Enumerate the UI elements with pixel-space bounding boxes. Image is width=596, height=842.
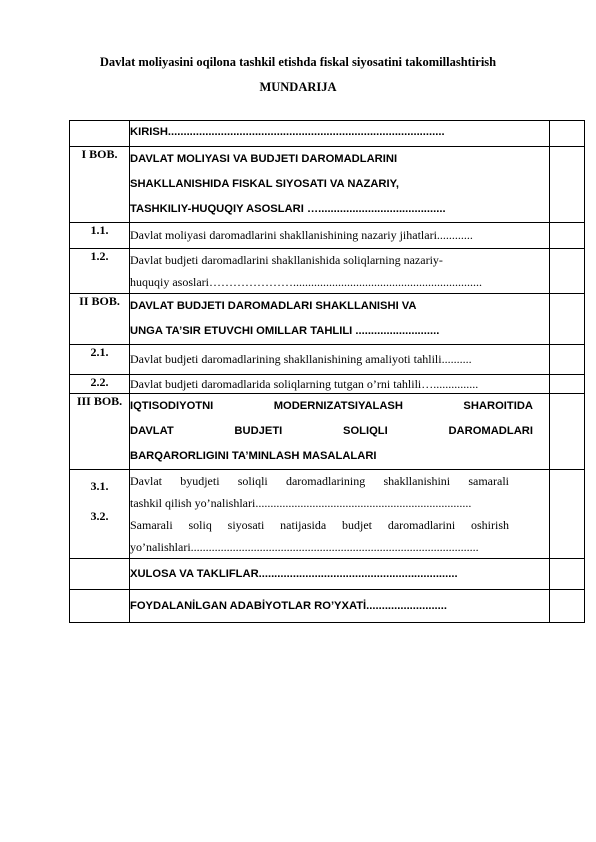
toc-row-1-2: [70, 249, 585, 294]
toc-row-number: III BOB.: [70, 394, 130, 470]
toc-row-title: [130, 559, 550, 590]
toc-line: Samarali soliq siyosati natijasida budjet daromadlarini oshirish: [130, 518, 509, 532]
toc-row-number-pair: [70, 470, 130, 559]
toc-row-number: [70, 559, 130, 590]
toc-line: UNGA TA’SIR ETUVCHI OMILLAR TAHLILI ...........................: [130, 325, 440, 337]
toc-page-cell: [550, 590, 585, 623]
toc-row-number: 2.1.: [70, 345, 130, 375]
toc-row-number: 3.1.: [90, 479, 109, 493]
toc-row-chapter-2: [70, 294, 585, 345]
toc-row-title: [130, 294, 550, 345]
toc-line: XULOSA VA TAKLIFLAR................................................................: [130, 568, 458, 580]
toc-line: TASHKILIY-HUQUQIY ASOSLARI ….........................................: [130, 203, 446, 215]
toc-row-title: [130, 345, 550, 375]
toc-row-title: [130, 249, 550, 294]
toc-row-number: 1.2.: [70, 249, 130, 294]
toc-row-number: 2.2.: [70, 375, 130, 394]
toc-line: huquqiy asoslari…………………...............................................................: [130, 275, 482, 289]
toc-row-chapter-1: [70, 147, 585, 223]
toc-row-2-1: [70, 345, 585, 375]
toc-row-1-1: [70, 223, 585, 249]
toc-line: DAVLAT MOLIYASI VA BUDJETI DAROMADLARINI: [130, 153, 398, 165]
toc-row-references: [70, 590, 585, 623]
table-of-contents: [69, 120, 585, 623]
toc-line: tashkil qilish yo’nalishlari........................................................................: [130, 496, 472, 510]
toc-row-title: [130, 147, 550, 223]
toc-row-number: 1.1.: [70, 223, 130, 249]
toc-line: DAVLAT BUDJETI SOLIQLI DAROMADLARI: [130, 425, 533, 437]
toc-page-cell: [550, 345, 585, 375]
toc-line: yo’nalishlari................................................................................................: [130, 540, 479, 554]
toc-page-cell: [550, 121, 585, 147]
toc-line: Davlat budjeti daromadlarining shakllanishining amaliyoti tahlili..........: [130, 352, 472, 366]
toc-row-chapter-3: [70, 394, 585, 470]
toc-line: SHAKLLANISHIDA FISKAL SIYOSATI VA NAZARIY,: [130, 178, 399, 190]
toc-row-number: II BOB.: [70, 294, 130, 345]
toc-row-title: [130, 394, 550, 470]
toc-row-3-1-3-2: [70, 470, 585, 559]
toc-page-cell: [550, 394, 585, 470]
toc-page-cell: [550, 294, 585, 345]
toc-heading: MUNDARIJA: [259, 80, 337, 94]
toc-line: Davlat budjeti daromadlarida soliqlarning tutgan o’rni tahlili…...............: [130, 377, 479, 391]
toc-line: FOYDALANİLGAN ADABİYOTLAR RO’YXATİ..........................: [130, 600, 447, 612]
toc-row-2-2: [70, 375, 585, 394]
toc-row-title: [130, 470, 550, 559]
toc-row-title: [130, 590, 550, 623]
document-title: Davlat moliyasini oqilona tashkil etishda fiskal siyosatini takomillashtirish: [99, 55, 497, 69]
toc-row-number: [70, 590, 130, 623]
toc-row-number: [70, 121, 130, 147]
toc-row-number: 3.2.: [90, 509, 109, 523]
toc-page-cell: [550, 249, 585, 294]
toc-page-cell: [550, 470, 585, 559]
toc-line: Davlat moliyasi daromadlarini shakllanishining nazariy jihatlari............: [130, 228, 473, 242]
toc-row-number: I BOB.: [70, 147, 130, 223]
toc-page-cell: [550, 375, 585, 394]
toc-line: Davlat byudjeti soliqli daromadlarining shakllanishini samarali: [130, 474, 509, 488]
toc-row-conclusion: [70, 559, 585, 590]
toc-row-title: [130, 121, 550, 147]
toc-line: KIRISH.........................................................................................: [130, 126, 445, 138]
toc-row-title: [130, 375, 550, 394]
toc-line: Davlat budjeti daromadlarini shakllanishida soliqlarning nazariy-: [130, 253, 443, 267]
toc-page-cell: [550, 147, 585, 223]
toc-page-cell: [550, 559, 585, 590]
toc-line: BARQARORLIGINI TA’MINLASH MASALALARI: [130, 450, 377, 462]
toc-page-cell: [550, 223, 585, 249]
toc-line: IQTISODIYOTNI MODERNIZATSIYALASH SHAROITIDA: [130, 400, 533, 412]
toc-line: DAVLAT BUDJETI DAROMADLARI SHAKLLANISHI VA: [130, 300, 417, 312]
toc-row-title: [130, 223, 550, 249]
toc-row-kirish: [70, 121, 585, 147]
